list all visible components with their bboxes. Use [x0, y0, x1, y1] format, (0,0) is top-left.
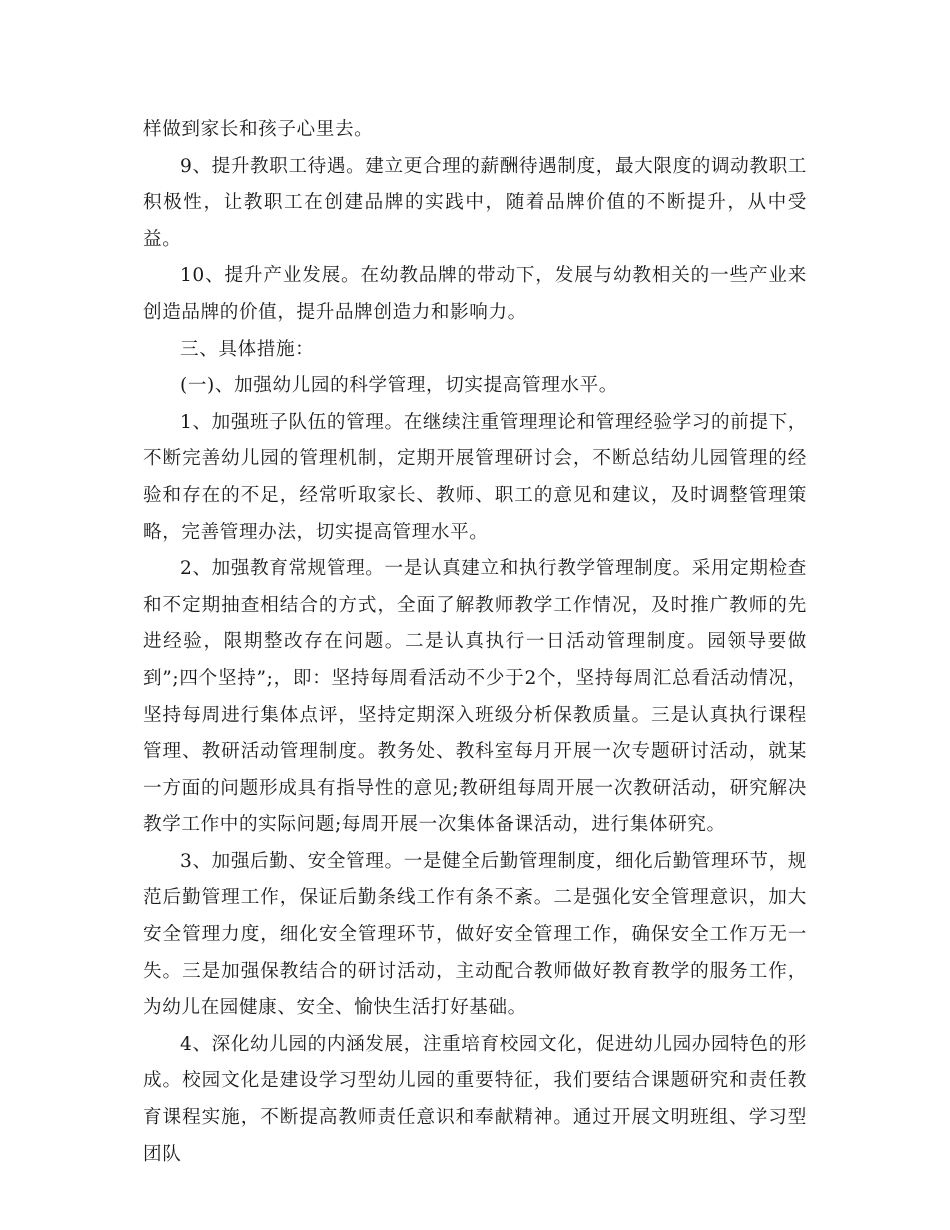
paragraph-continuation: 样做到家长和孩子心里去。: [143, 119, 374, 140]
subsection-heading-management: (一)、加强幼儿园的科学管理，切实提高管理水平。: [180, 375, 618, 397]
paragraph-item-10: 10、提升产业发展。在幼教品牌的带动下，发展与幼教相关的一些产业来创造品牌的价值，提升品牌创造力和影响力。: [143, 265, 807, 323]
paragraph-measure-3: 3、加强后勤、安全管理。一是健全后勤管理制度，细化后勤管理环节，规范后勤管理工作，保证后勤条线工作有条不紊。二是强化安全管理意识，加大安全管理力度，细化安全管理环节，做好安全管理工作，确保安全工作万无一失。三是加强保教结合的研讨活动，主动配合教师做好教育教学的服务工作，为幼儿在园健康、安全、愉快生活打好基础。: [143, 850, 807, 1019]
paragraph-measure-1: 1、加强班子队伍的管理。在继续注重管理理论和管理经验学习的前提下，不断完善幼儿园的管理机制，定期开展管理研讨会，不断总结幼儿园管理的经验和存在的不足，经常听取家长、教师、职工的意见和建议，及时调整管理策略，完善管理办法，切实提高管理水平。: [143, 411, 807, 543]
paragraph-measure-2: 2、加强教育常规管理。一是认真建立和执行教学管理制度。采用定期检查和不定期抽查相结合的方式，全面了解教师教学工作情况，及时推广教师的先进经验，限期整改存在问题。二是认真执行一日活动管理制度。园领导要做到”;四个坚持”;，即：坚持每周看活动不少于2个，坚持每周汇总看活动情况，坚持每周进行集体点评，坚持定期深入班级分析保教质量。三是认真执行课程管理、教研活动管理制度。教务处、教科室每月开展一次专题研讨活动，就某一方面的问题形成具有指导性的意见;教研组每周开展一次教研活动，研究解决教学工作中的实际问题;每周开展一次集体备课活动，进行集体研究。: [143, 558, 807, 836]
paragraph-measure-4: 4、深化幼儿园的内涵发展，注重培育校园文化，促进幼儿园办园特色的形成。校园文化是建设学习型幼儿园的重要特征，我们要结合课题研究和责任教育课程实施，不断提高教师责任意识和奉献精神。通过开展文明班组、学习型团队: [143, 1033, 807, 1165]
section-heading-measures: 三、具体措施：: [180, 338, 315, 360]
document-body: [143, 112, 807, 1173]
paragraph-item-9: 9、提升教职工待遇。建立更合理的薪酬待遇制度，最大限度的调动教职工积极性，让教职工在创建品牌的实践中，随着品牌价值的不断提升，从中受益。: [143, 155, 807, 250]
